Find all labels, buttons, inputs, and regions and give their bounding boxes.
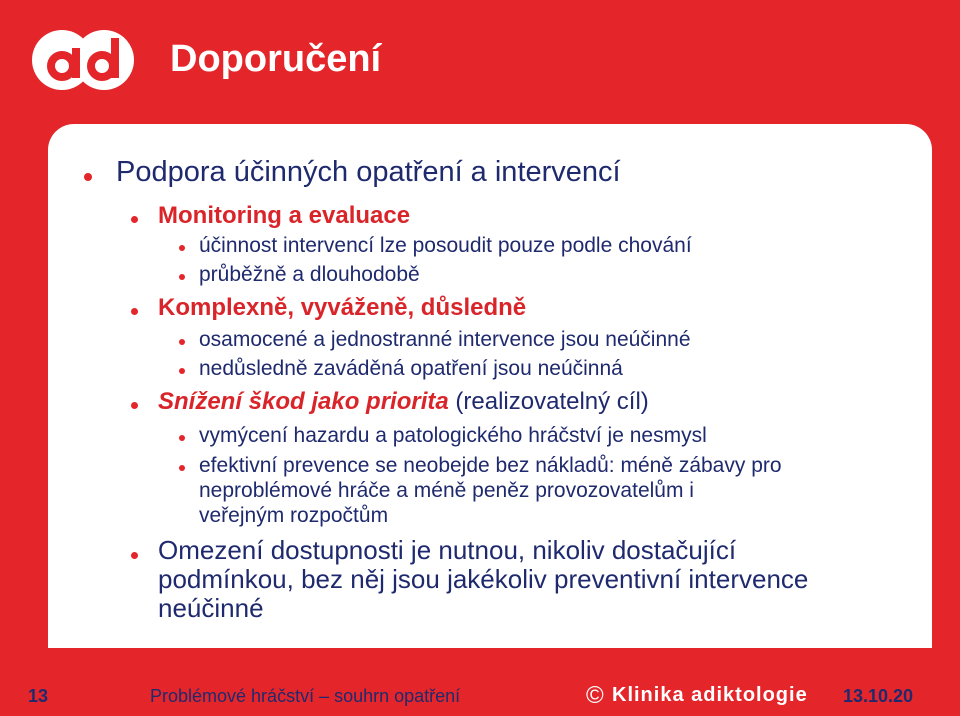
list-item-continuation: neúčinné [158, 593, 264, 623]
bullet-dot [131, 308, 138, 315]
list-item-text: nedůsledně zaváděná opatření jsou neúčinná [199, 357, 623, 380]
list-item-text: Komplexně, vyváženě, důsledně [158, 294, 527, 321]
list-item-text: Monitoring a evaluace [158, 202, 411, 229]
plain-text: (realizovatelný cíl) [448, 388, 649, 415]
page-title: Doporučení [170, 38, 382, 80]
list-item-continuation: podmínkou, bez něj jsou jakékoliv preventivní intervence [158, 564, 809, 594]
list-item-text: účinnost intervencí lze posoudit pouze podle chování [199, 234, 692, 257]
footer [0, 676, 960, 716]
list-item-text: osamocené a jednostranné intervence jsou neúčinné [199, 328, 691, 351]
bullet-dot [131, 216, 138, 223]
bullet-dot [131, 402, 138, 409]
bullet-dot [179, 339, 185, 345]
bullet-dot [179, 274, 185, 280]
bullet-dot [179, 245, 185, 251]
page-number: 13 [28, 686, 49, 706]
list-item-text: efektivní prevence se neobejde bez nákladů: méně zábavy pro [199, 454, 782, 477]
bullet-dot [179, 368, 185, 374]
footer-date: 13.10.20 [843, 686, 914, 706]
content-panel [48, 124, 932, 648]
list-item-text: Podpora účinných opatření a intervencí [116, 156, 621, 188]
list-item-text: vymýcení hazardu a patologického hráčství je nesmysl [199, 424, 707, 447]
brand-name: Klinika adiktologie [612, 684, 808, 706]
list-item-text: průběžně a dlouhodobě [199, 263, 420, 286]
list-item-continuation: neproblémové hráče a méně peněz provozovatelům i [199, 479, 694, 502]
list-item-text [158, 388, 649, 416]
list-item-continuation: veřejným rozpočtům [199, 504, 389, 527]
bullet-dot [84, 173, 92, 181]
bullet-dot [179, 435, 185, 441]
ad-logo [32, 28, 136, 92]
emphasis-text: Snížení škod jako priorita [158, 388, 449, 415]
list-item-text: Omezení dostupnosti je nutnou, nikoliv dostačující [158, 535, 737, 565]
footer-title: Problémové hráčství – souhrn opatření [150, 686, 461, 706]
bullet-dot [131, 552, 138, 559]
copyright-symbol: © [586, 682, 604, 709]
bullet-dot [179, 465, 185, 471]
